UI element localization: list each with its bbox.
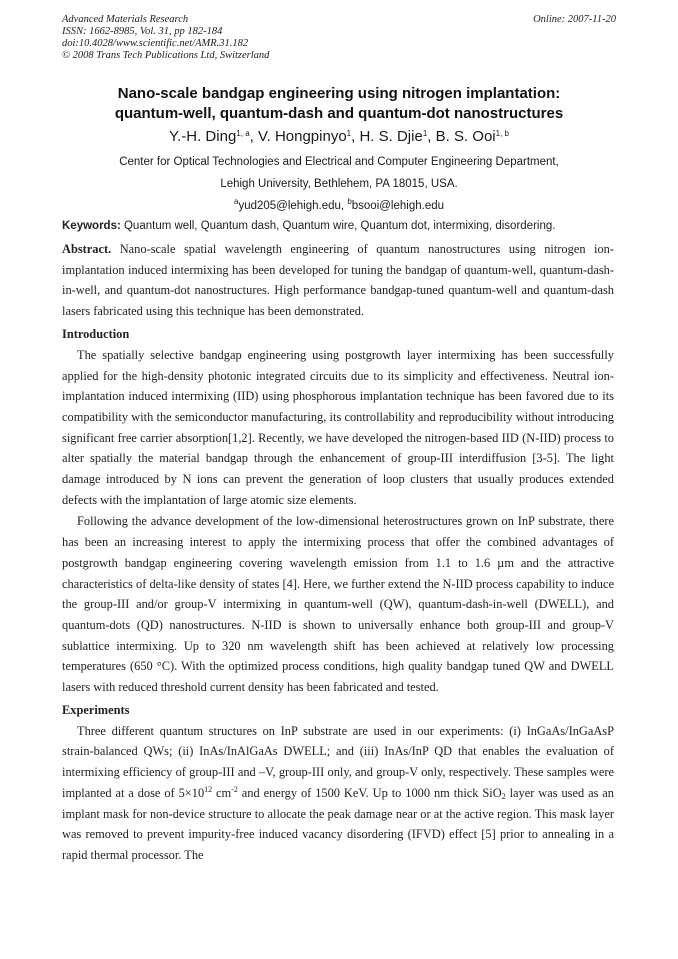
experiments-heading: Experiments [62,702,130,717]
abstract-text: Nano-scale spatial wavelength engineering of quantum nanostructures using nitrogen ion-implantation induced intermixing has been developed for tuning the bandgap of quantum-well, quantum-dash-in-well, and quantum-dot nanostructures. High performance bandgap-tuned quantum-well and quantum-dash lasers fabricated using this technique has been demonstrated. [62,242,614,319]
journal-header [62,14,616,62]
email-b[interactable]: bsooi@lehigh.edu [351,200,445,212]
affiliation-line-2: Lehigh University, Bethlehem, PA 18015, USA. [220,178,458,190]
keywords-text: Quantum well, Quantum dash, Quantum wire, Quantum dot, intermixing, disordering. [120,220,556,232]
cm-exponent: -2 [231,784,238,794]
author-2-affil: 1 [346,129,352,138]
affiliation [40,151,638,217]
email-a-marker: a [233,197,239,206]
author-3-affil: 1 [422,129,428,138]
title-line-2: quantum-well, quantum-dash and quantum-dot nanostructures [114,105,564,122]
author-1: Y.-H. Ding [169,128,237,145]
experiments-paragraph-1 [62,721,614,866]
author-4-affil: 1, b [495,129,509,138]
abstract-label: Abstract. [62,242,112,256]
intro-paragraph-1: The spatially selective bandgap engineering using postgrowth layer intermixing has been successfully applied for the high-density photonic integrated circuits due to its simplicity and effectiveness. Neutral ion-implantation induced intermixing (IID) using phosphorous implantation technique has been favored due to its compatibility with the semiconductor manufacturing, its controllability and reproducibility without introducing significant free carrier absorption[1,2]. Recently, we have developed the nitrogen-based IID (N-IID) process to alter spatially the material bandgap through the enhancement of group-III interdiffusion [3-5]. The light damage introduced by N ions can prevent the generation of loop clusters that usually produces extended defects with the implantation of large atomic size elements. [62,347,614,507]
exp-text-3: and energy of 1500 KeV. Up to 1000 nm thick SiO [237,785,502,800]
emails [40,195,638,217]
abstract [62,239,614,322]
exp-text-4: layer was used as an implant mask for non-device structure to allocate the peak damage near or at the active region. This mask layer was removed to prevent impurity-free induced vacancy disordering (IFVD) effect [5] prior to annealing in a rapid thermal processor. The [62,785,614,862]
author-2: , V. Hongpinyo [249,128,347,145]
copyright: © 2008 Trans Tech Publications Ltd, Switzerland [62,50,270,61]
author-3: , H. S. Djie [351,128,423,145]
introduction-heading: Introduction [62,326,130,341]
keywords-label: Keywords: [62,220,121,232]
sio2-subscript: 2 [501,791,506,801]
exp-text-1: Three different quantum structures on InP substrate are used in our experiments: (i) InGaAs/InGaAsP strain-balanced QWs; (ii) InAs/InAlGaAs DWELL; and (iii) InAs/InP QD that enables the evaluation of intermixing efficiency of group-III and –V, group-III only, and group-V only, respectively. These samples were implanted at a dose of 5×10 [62,723,614,800]
online-date: Online: 2007-11-20 [533,14,616,25]
paper-body [62,216,614,866]
journal-name: Advanced Materials Research [62,14,189,25]
paper-title [40,84,638,124]
email-a[interactable]: yud205@lehigh.edu, [238,200,348,212]
affiliation-line-1: Center for Optical Technologies and Electrical and Computer Engineering Department, [119,156,559,168]
exp-text-2: cm [212,785,232,800]
author-4: , B. S. Ooi [427,128,496,145]
email-b-marker: b [347,197,352,206]
title-line-1: Nano-scale bandgap engineering using nitrogen implantation: [117,85,561,102]
intro-paragraph-2: Following the advance development of the low-dimensional heterostructures grown on InP substrate, there has been an increasing interest to apply the intermixing process that offer the combined advantages of postgrowth bandgap engineering covering wavelength emission from 1.1 to 1.6 µm and the attractive characteristics of delta-like density of states [4]. Here, we further extend the N-IID process capability to induce the group-III and/or group-V intermixing in quantum-well (QW), quantum-dash-in-well (DWELL), and quantum-dots (QD) nanostructures. N-IID is shown to universally enhance both group-III and group-V sublattice intermixing. Up to 320 nm wavelength shift has been achieved at relatively low processing temperatures (650 °C). With the optimized process conditions, high quality bandgap tuned QW and DWELL lasers with reduced threshold current density has been fabricated and tested. [62,514,614,695]
author-list [40,128,638,146]
keywords [62,216,614,236]
dose-exponent: 12 [204,784,213,794]
author-1-affil: 1, a [236,129,250,138]
issn: ISSN: 1662-8985, Vol. 31, pp 182-184 [62,26,223,37]
doi: doi:10.4028/www.scientific.net/AMR.31.182 [62,38,249,49]
